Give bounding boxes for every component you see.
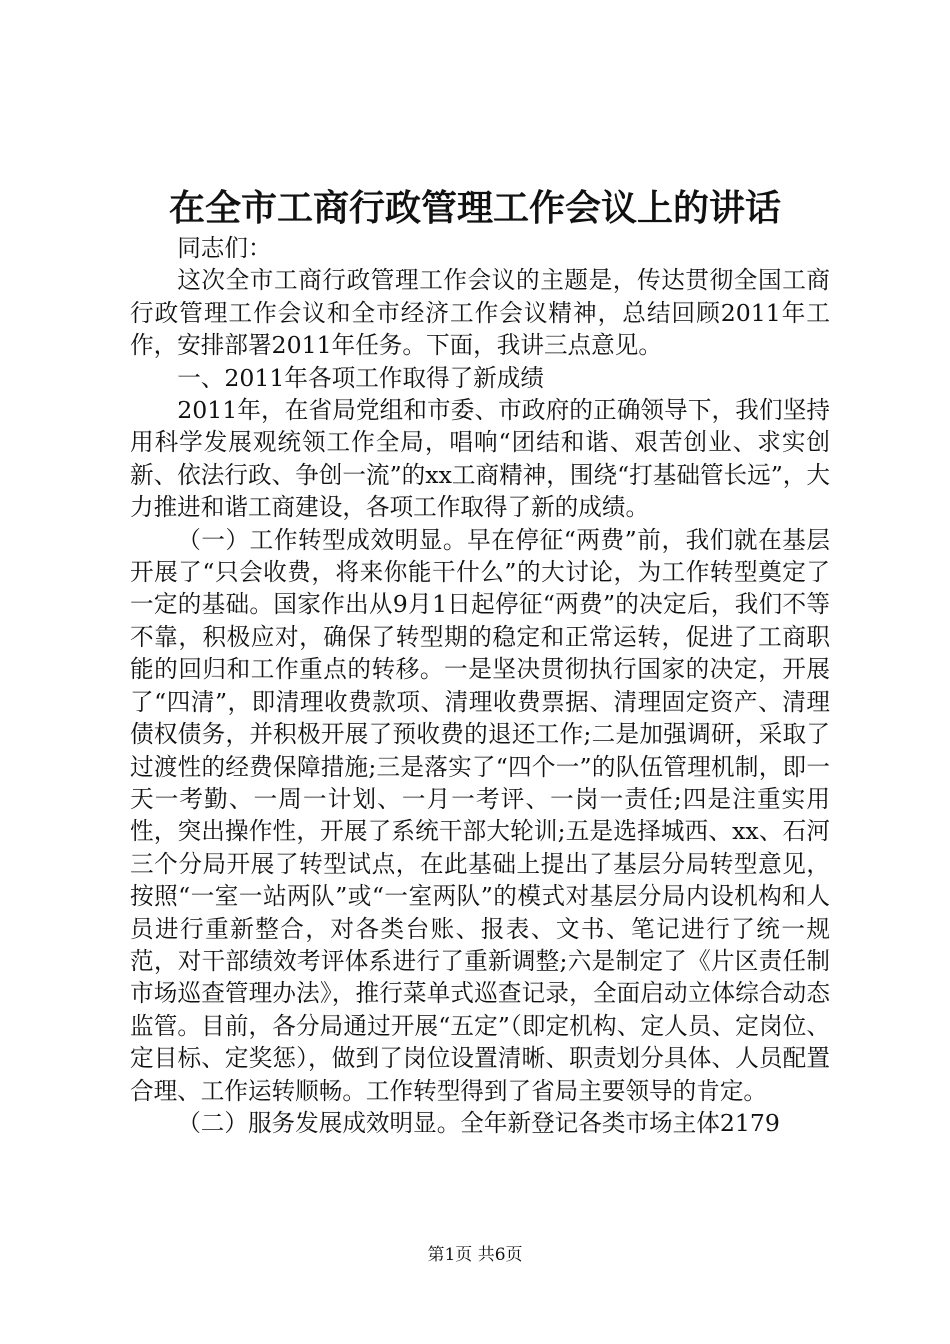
document-title: 在全市工商行政管理工作会议上的讲话 — [168, 187, 781, 229]
section-heading-1: 一、2011年各项工作取得了新成绩 — [177, 363, 544, 392]
body-paragraph-transformation: （一）工作转型成效明显。早在停征“两费”前，我们就在基层开展了“只会收费，将来你能干什么”的大讨论，为工作转型奠定了一定的基础。国家作出从9月1日起停征“两费”的决定后，我们不等不靠，积极应对，确保了转型期的稳定和正常运转，促进了工商职能的回归和工作重点的转移。一是坚决贯彻执行国家的决定，开展了“四清”，即清理收费款项、清理收费票据、清理固定资产、清理债权债务，并积极开展了预收费的退还工作;二是加强调研，采取了过渡性的经费保障措施;三是落实了“四个一”的队伍管理机制，即一天一考勤、一周一计划、一月一考评、一岗一责任;四是注重实用性，突出操作性，开展了系统干部大轮训;五是选择城西、xx、石河三个分局开展了转型试点，在此基础上提出了基层分局转型意见，按照“一室一站两队”或“一室两队”的模式对基层分局内设机构和人员进行重新整合，对各类台账、报表、文书、笔记进行了统一规范，对干部绩效考评体系进行了重新调整;六是制定了《片区责任制市场巡查管理办法》，推行菜单式巡查记录，全面启动立体综合动态监管。目前，各分局通过开展“五定”（即定机构、定人员、定岗位、定目标、定奖惩），做到了岗位设置清晰、职责划分具体、人员配置合理、工作运转顺畅。工作转型得到了省局主要领导的肯定。 — [130, 525, 830, 1105]
body-paragraph-summary: 2011年，在省局党组和市委、市政府的正确领导下，我们坚持用科学发展观统领工作全局，唱响“团结和谐、艰苦创业、求实创新、依法行政、争创一流”的xx工商精神，围绕“打基础管长远”，大力推进和谐工商建设，各项工作取得了新的成绩。 — [130, 396, 830, 522]
salutation: 同志们： — [177, 234, 272, 262]
page-number-label: 第1页 共6页 — [427, 1245, 523, 1265]
document-body — [130, 232, 830, 1139]
body-paragraph-service: （二）服务发展成效明显。全年新登记各类市场主体2179 — [177, 1108, 780, 1137]
page-footer — [0, 1243, 950, 1267]
body-paragraph-intro: 这次全市工商行政管理工作会议的主题是，传达贯彻全国工商行政管理工作会议和全市经济工作会议精神，总结回顾2011年工作，安排部署2011年任务。下面，我讲三点意见。 — [130, 266, 830, 360]
